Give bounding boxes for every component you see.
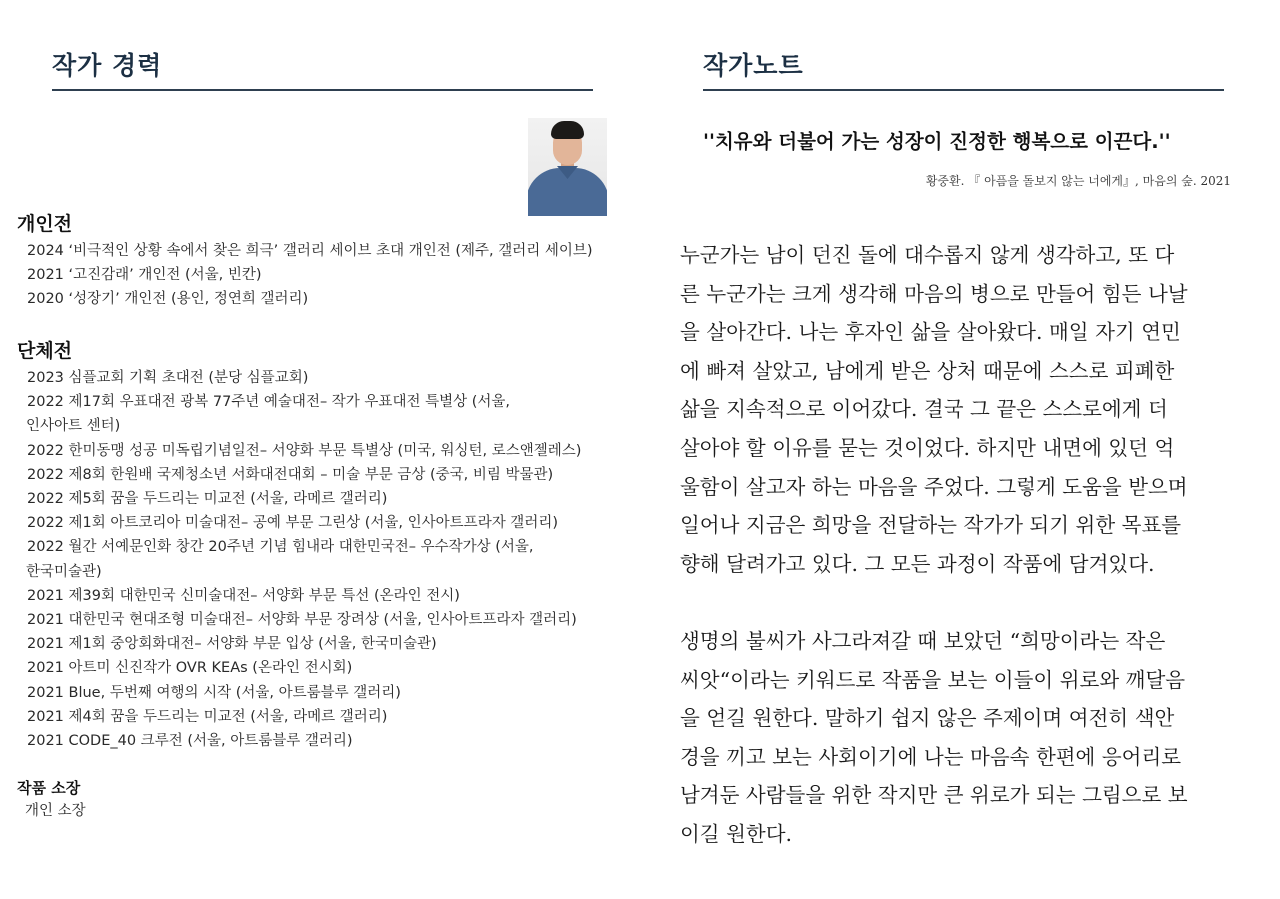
list-item: 2021 제39회 대한민국 신미술대전– 서양화 부문 특선 (온라인 전시) [27, 587, 460, 604]
list-item: 2021 CODE_40 크루전 (서울, 아트룸블루 갤러리) [27, 733, 353, 750]
list-item: 인사아트 센터) [26, 418, 121, 435]
paragraph-line: 이길 원한다. [680, 821, 793, 846]
list-item: 2021 ‘고진감래’ 개인전 (서울, 빈칸) [27, 267, 262, 284]
list-item: 2022 제1회 아트코리아 미술대전– 공예 부문 그린상 (서울, 인사아트프라자 갤러리) [27, 515, 558, 532]
list-item: 2024 ‘비극적인 상황 속에서 찾은 희극’ 갤러리 세이브 초대 개인전 (제주, 갤러리 세이브) [27, 243, 593, 259]
paragraph-line: 울함이 살고자 하는 마음을 주었다. 그렇게 도움을 받으며 [680, 474, 1188, 499]
solo-exhibition-title: 개인전 [17, 213, 73, 235]
list-item: 개인 소장 [25, 803, 86, 819]
career-heading: 작가 경력 [52, 51, 163, 80]
paragraph-line: 일어나 지금은 희망을 전달하는 작가가 되기 위한 목표를 [680, 513, 1182, 538]
list-item: 2021 제1회 중앙회화대전– 서양화 부문 입상 (서울, 한국미술관) [27, 636, 437, 653]
collection-title: 작품 소장 [17, 779, 81, 797]
paragraph-line: 에 빠져 살았고, 남에게 받은 상처 때문에 스스로 피폐한 [680, 358, 1175, 383]
list-item: 2021 아트미 신진작가 OVR KEAs (온라인 전시회) [27, 660, 353, 677]
paragraph-line: 남겨둔 사람들을 위한 작지만 큰 위로가 되는 그림으로 보 [680, 783, 1188, 808]
artist-note-heading: 작가노트 [703, 51, 804, 80]
paragraph-line: 씨앗“이라는 키워드로 작품을 보는 이들이 위로와 깨달음 [680, 667, 1186, 692]
paragraph-line: 을 살아간다. 나는 후자인 삶을 살아왔다. 매일 자기 연민 [680, 320, 1181, 345]
list-item: 2022 제17회 우표대전 광복 77주년 예술대전– 작가 우표대전 특별상 (서울, [27, 394, 510, 411]
paragraph-line: 향해 달려가고 있다. 그 모든 과정이 작품에 담겨있다. [680, 551, 1155, 576]
note-paragraph-1 [680, 236, 1236, 583]
group-exhibition-list [27, 366, 627, 753]
paragraph-line: 을 얻길 원한다. 말하기 쉽지 않은 주제이며 여전히 색안 [680, 706, 1175, 731]
paragraph-line: 삶을 지속적으로 이어갔다. 결국 그 끝은 스스로에게 더 [680, 397, 1168, 422]
paragraph-line: 생명의 불씨가 사그라져갈 때 보았던 “희망이라는 작은 [680, 629, 1166, 653]
group-exhibition-title: 단체전 [17, 340, 73, 362]
list-item: 2022 한미동맹 성공 미독립기념일전– 서양화 부문 특별상 (미국, 워싱턴, 로스앤젤레스) [27, 442, 582, 459]
paragraph-line: 누군가는 남이 던진 돌에 대수롭지 않게 생각하고, 또 다 [680, 243, 1175, 267]
quote: ''치유와 더불어 가는 성장이 진정한 행복으로 이끈다.'' [703, 130, 1171, 153]
list-item: 한국미술관) [26, 563, 102, 580]
list-item: 2021 대한민국 현대조형 미술대전– 서양화 부문 장려상 (서울, 인사아트프라자 갤러리) [27, 612, 577, 629]
note-paragraph-2 [680, 622, 1236, 854]
paragraph-line: 살아야 할 이유를 묻는 것이었다. 하지만 내면에 있던 억 [680, 435, 1175, 460]
list-item: 2021 제4회 꿈을 두드리는 미교전 (서울, 라메르 갤러리) [27, 708, 388, 725]
solo-exhibition-list [27, 239, 627, 312]
list-item: 2021 Blue, 두번째 여행의 시작 (서울, 아트룸블루 갤러리) [27, 684, 401, 701]
list-item: 2022 월간 서예문인화 창간 20주년 기념 힘내라 대한민국전– 우수작가상 (서울, [27, 539, 534, 556]
list-item: 2023 심플교회 기획 초대전 (분당 심플교회) [27, 370, 309, 386]
paragraph-line: 경을 끼고 보는 사회이기에 나는 마음속 한편에 응어리로 [680, 744, 1182, 769]
quote-citation: 황중환. 『 아픔을 돌보지 않는 너에게』, 마음의 숲. 2021 [925, 174, 1231, 188]
collection-list [25, 799, 625, 823]
career-heading-rule [52, 89, 593, 91]
artist-photo [528, 118, 607, 216]
list-item: 2020 ‘성장기’ 개인전 (용인, 정연희 갤러리) [27, 291, 309, 308]
list-item: 2022 제5회 꿈을 두드리는 미교전 (서울, 라메르 갤러리) [27, 491, 388, 508]
paragraph-line: 른 누군가는 크게 생각해 마음의 병으로 만들어 힘든 나날 [680, 281, 1188, 306]
list-item: 2022 제8회 한원배 국제청소년 서화대전대회 – 미술 부문 금상 (중국, 비림 박물관) [27, 466, 554, 483]
artist-note-heading-rule [703, 89, 1224, 91]
